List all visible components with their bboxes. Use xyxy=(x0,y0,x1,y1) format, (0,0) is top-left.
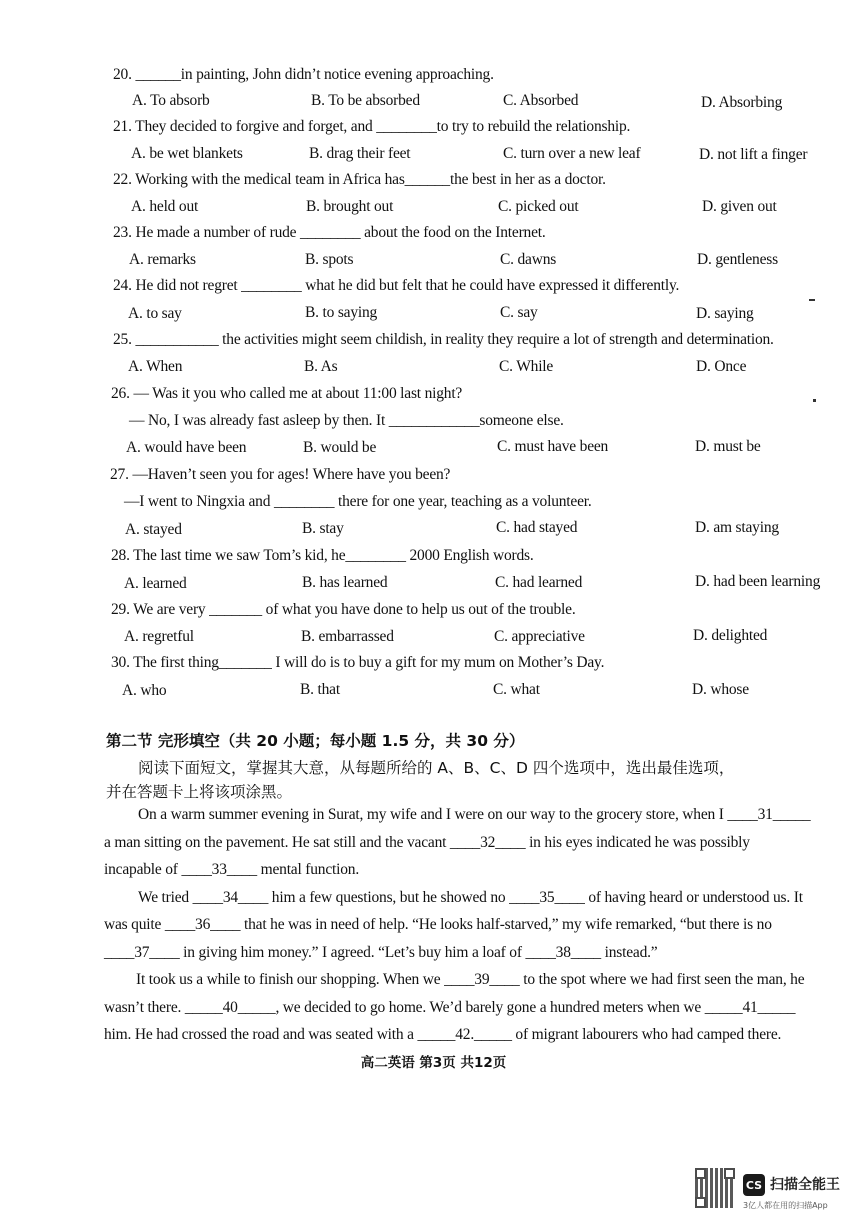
question-22-stem: 22. Working with the medical team in Africa has______the best in her as a doctor. xyxy=(113,171,606,188)
question-27-stem: 27. —Haven’t seen you for ages! Where have you been? xyxy=(110,466,451,483)
question-20-option-c: C. Absorbed xyxy=(503,92,579,109)
section-instruction: 阅读下面短文，掌握其大意，从每题所给的 A、B、C、D 四个选项中，选出最佳选项， xyxy=(138,759,735,777)
question-21-option-a: A. be wet blankets xyxy=(131,145,243,162)
question-24-option-a: A. to say xyxy=(128,305,182,322)
question-20-option-a: A. To absorb xyxy=(132,92,210,109)
question-21-option-d: D. not lift a finger xyxy=(699,146,808,163)
brand-name: 扫描全能王 xyxy=(770,1177,840,1193)
question-30-stem: 30. The first thing_______ I will do is to buy a gift for my mum on Mother’s Day. xyxy=(111,654,605,671)
passage-line: incapable of ____33____ mental function. xyxy=(104,861,360,878)
question-28-option-d: D. had been learning xyxy=(695,573,821,590)
question-20-option-b: B. To be absorbed xyxy=(311,92,420,109)
question-21-option-b: B. drag their feet xyxy=(309,145,411,162)
question-27-reply: —I went to Ningxia and ________ there for one year, teaching as a volunteer. xyxy=(124,493,592,510)
question-22-option-c: C. picked out xyxy=(498,198,579,215)
question-27-option-b: B. stay xyxy=(302,520,344,537)
question-20-option-d: D. Absorbing xyxy=(701,94,783,111)
question-23-stem: 23. He made a number of rude ________ about the food on the Internet. xyxy=(113,224,546,241)
question-23-option-a: A. remarks xyxy=(129,251,196,268)
question-24-option-b: B. to saying xyxy=(305,304,378,321)
passage-line: ____37____ in giving him money.” I agreed. “Let’s buy him a loaf of ____38____ instead.” xyxy=(104,944,658,961)
passage-line: wasn’t there. _____40_____, we decided to go home. We’d barely gone a hundred meters when we _____41_____ xyxy=(104,999,796,1016)
brand-tagline: 3亿人都在用的扫描App xyxy=(743,1201,828,1210)
scan-mark xyxy=(813,399,816,402)
passage-line: On a warm summer evening in Surat, my wife and I were on our way to the grocery store, when I ____31_____ xyxy=(138,806,811,823)
question-27-option-c: C. had stayed xyxy=(496,519,578,536)
question-22-option-a: A. held out xyxy=(131,198,199,215)
question-21-option-c: C. turn over a new leaf xyxy=(503,145,641,162)
question-25-stem: 25. ___________ the activities might seem childish, in reality they require a lot of strength and determination. xyxy=(113,331,774,348)
scan-mark xyxy=(809,299,815,301)
question-23-option-b: B. spots xyxy=(305,251,354,268)
question-23-option-d: D. gentleness xyxy=(697,251,778,268)
question-26-option-d: D. must be xyxy=(695,438,761,455)
question-24-option-d: D. saying xyxy=(696,305,754,322)
question-30-option-b: B. that xyxy=(300,681,340,698)
passage-line: It took us a while to finish our shopping. When we ____39____ to the spot where we had first seen the man, he xyxy=(136,971,805,988)
question-25-option-c: C. While xyxy=(499,358,554,375)
question-20-stem: 20. ______in painting, John didn’t notice evening approaching. xyxy=(113,66,494,83)
question-29-option-b: B. embarrassed xyxy=(301,628,394,645)
qr-code-icon xyxy=(695,1168,735,1208)
passage-line: him. He had crossed the road and was seated with a _____42._____ of migrant labourers who had camped there. xyxy=(104,1026,782,1043)
question-26-option-b: B. would be xyxy=(303,439,377,456)
question-24-stem: 24. He did not regret ________ what he did but felt that he could have expressed it differently. xyxy=(113,277,680,294)
question-23-option-c: C. dawns xyxy=(500,251,557,268)
question-26-stem: 26. — Was it you who called me at about 11:00 last night? xyxy=(111,385,463,402)
question-25-option-d: D. Once xyxy=(696,358,747,375)
question-28-stem: 28. The last time we saw Tom’s kid, he________ 2000 English words. xyxy=(111,547,534,564)
question-29-stem: 29. We are very _______ of what you have done to help us out of the trouble. xyxy=(111,601,576,618)
question-30-option-d: D. whose xyxy=(692,681,749,698)
question-27-option-a: A. stayed xyxy=(125,521,182,538)
camscanner-logo-icon: CS xyxy=(743,1174,765,1196)
question-28-option-c: C. had learned xyxy=(495,574,583,591)
question-22-option-b: B. brought out xyxy=(306,198,394,215)
question-30-option-a: A. who xyxy=(122,682,167,699)
question-29-option-c: C. appreciative xyxy=(494,628,585,645)
question-21-stem: 21. They decided to forgive and forget, and ________to try to rebuild the relationship. xyxy=(113,118,631,135)
question-29-option-d: D. delighted xyxy=(693,627,768,644)
passage-line: a man sitting on the pavement. He sat still and the vacant ____32____ in his eyes indicated he was possibly xyxy=(104,834,750,851)
question-22-option-d: D. given out xyxy=(702,198,777,215)
question-27-option-d: D. am staying xyxy=(695,519,779,536)
passage-line: We tried ____34____ him a few questions, but he showed no ____35____ of having heard or understood us. It xyxy=(138,889,803,906)
question-29-option-a: A. regretful xyxy=(124,628,194,645)
question-26-option-a: A. would have been xyxy=(126,439,247,456)
question-28-option-a: A. learned xyxy=(124,575,187,592)
question-26-reply: — No, I was already fast asleep by then. It ____________someone else. xyxy=(129,412,564,429)
question-25-option-a: A. When xyxy=(128,358,183,375)
question-24-option-c: C. say xyxy=(500,304,538,321)
section-instruction-cont: 并在答题卡上将该项涂黑。 xyxy=(106,783,293,801)
section-title: 第二节 完形填空（共 20 小题；每小题 1.5 分，共 30 分） xyxy=(106,732,525,750)
question-26-option-c: C. must have been xyxy=(497,438,609,455)
question-30-option-c: C. what xyxy=(493,681,540,698)
question-25-option-b: B. As xyxy=(304,358,338,375)
page-footer: 高二英语 第3页 共12页 xyxy=(360,1055,507,1071)
question-28-option-b: B. has learned xyxy=(302,574,388,591)
passage-line: was quite ____36____ that he was in need of help. “He looks half-starved,” my wife remarked, “but there is no xyxy=(104,916,772,933)
